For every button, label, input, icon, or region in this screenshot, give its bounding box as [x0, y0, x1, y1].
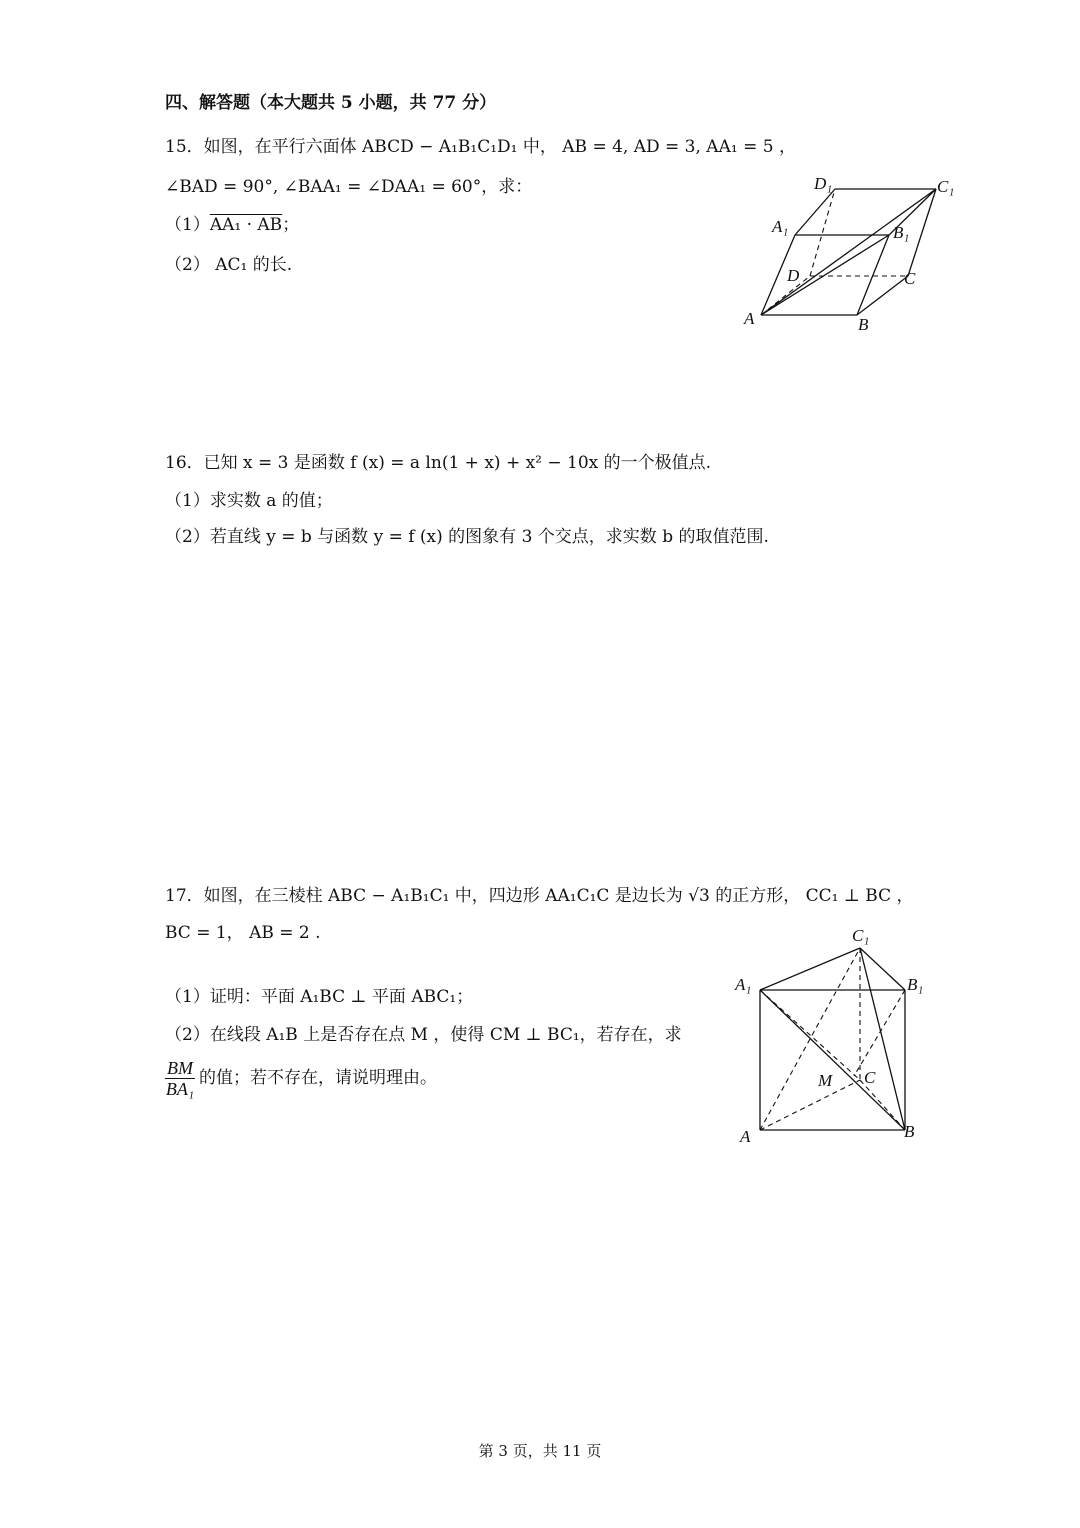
- page-footer: 第 3 页，共 11 页: [478, 1442, 602, 1460]
- label-C: C: [864, 1068, 876, 1087]
- label-A: A: [744, 309, 755, 328]
- fraction-bm-ba1: [165, 1058, 195, 1099]
- label-B1: B₁: [893, 223, 910, 242]
- fraction-numerator: BM: [167, 1058, 193, 1078]
- label-D1: D₁: [814, 174, 833, 193]
- q15-part1-end: ；: [282, 215, 300, 235]
- q15-part1-label: （1）: [165, 215, 210, 235]
- fraction-denominator: BA₁: [165, 1079, 195, 1099]
- prism-figure: [730, 920, 960, 1150]
- label-A: A: [740, 1127, 751, 1146]
- q16-part2: （2）若直线 y = b 与函数 y = f (x) 的图象有 3 个交点，求实数 b 的取值范围.: [165, 527, 769, 547]
- q15-part2: （2） AC₁ 的长.: [165, 255, 293, 275]
- label-C: C: [904, 269, 916, 288]
- q15-part1-expr: AA₁ · AB: [209, 215, 283, 235]
- q17-part1: （1）证明：平面 A₁BC ⊥ 平面 ABC₁；: [165, 987, 474, 1007]
- section-heading: 四、解答题（本大题共 5 小题，共 77 分）: [165, 93, 497, 113]
- q15-part1: [165, 214, 299, 236]
- edge-A1D1: [795, 189, 835, 235]
- diagonal-AB1: [761, 235, 889, 315]
- edge-DD1-hidden: [810, 189, 835, 276]
- label-A1: A₁: [772, 217, 789, 236]
- edge-C1B1: [860, 948, 905, 990]
- label-M: M: [818, 1071, 833, 1090]
- label-B: B: [858, 315, 869, 334]
- segment-A1B: [760, 990, 905, 1130]
- edge-AD-hidden: [761, 276, 810, 315]
- segment-CM-hidden: [854, 990, 905, 1076]
- edge-A1C1: [760, 948, 860, 990]
- segment-A1C-hidden: [760, 990, 860, 1080]
- q17-part2-fraction-line: [165, 1058, 437, 1099]
- q17-part2: （2）在线段 A₁B 上是否存在点 M ，使得 CM ⊥ BC₁，若存在，求: [165, 1025, 682, 1045]
- label-C1: C₁: [937, 177, 955, 196]
- q17-stem-line2: BC = 1， AB = 2 .: [165, 923, 321, 943]
- label-C1: C₁: [852, 926, 870, 945]
- label-A1: A₁: [735, 975, 752, 994]
- edge-AC-hidden: [760, 1080, 860, 1130]
- q17-stem-line1: 17．如图，在三棱柱 ABC − A₁B₁C₁ 中，四边形 AA₁C₁C 是边长为 √3 的正方形， CC₁ ⊥ BC ，: [165, 886, 914, 906]
- label-B: B: [904, 1122, 915, 1141]
- label-D: D: [787, 266, 800, 285]
- q15-stem-line1: 15．如图，在平行六面体 ABCD − A₁B₁C₁D₁ 中， AB = 4, AD = 3, AA₁ = 5 ，: [165, 137, 796, 157]
- q16-stem: 16．已知 x = 3 是函数 f (x) = a ln(1 + x) + x² − 10x 的一个极值点.: [165, 453, 712, 473]
- q17-part2-end: 的值；若不存在，请说明理由。: [199, 1068, 437, 1088]
- label-B1: B₁: [907, 975, 924, 994]
- segment-C1B: [860, 948, 905, 1130]
- q16-part1: （1）求实数 a 的值；: [165, 491, 333, 511]
- segment-AC1-hidden: [760, 948, 860, 1130]
- q15-stem-line2: ∠BAD = 90°, ∠BAA₁ = ∠DAA₁ = 60°，求：: [165, 177, 533, 197]
- parallelepiped-figure: [740, 172, 970, 337]
